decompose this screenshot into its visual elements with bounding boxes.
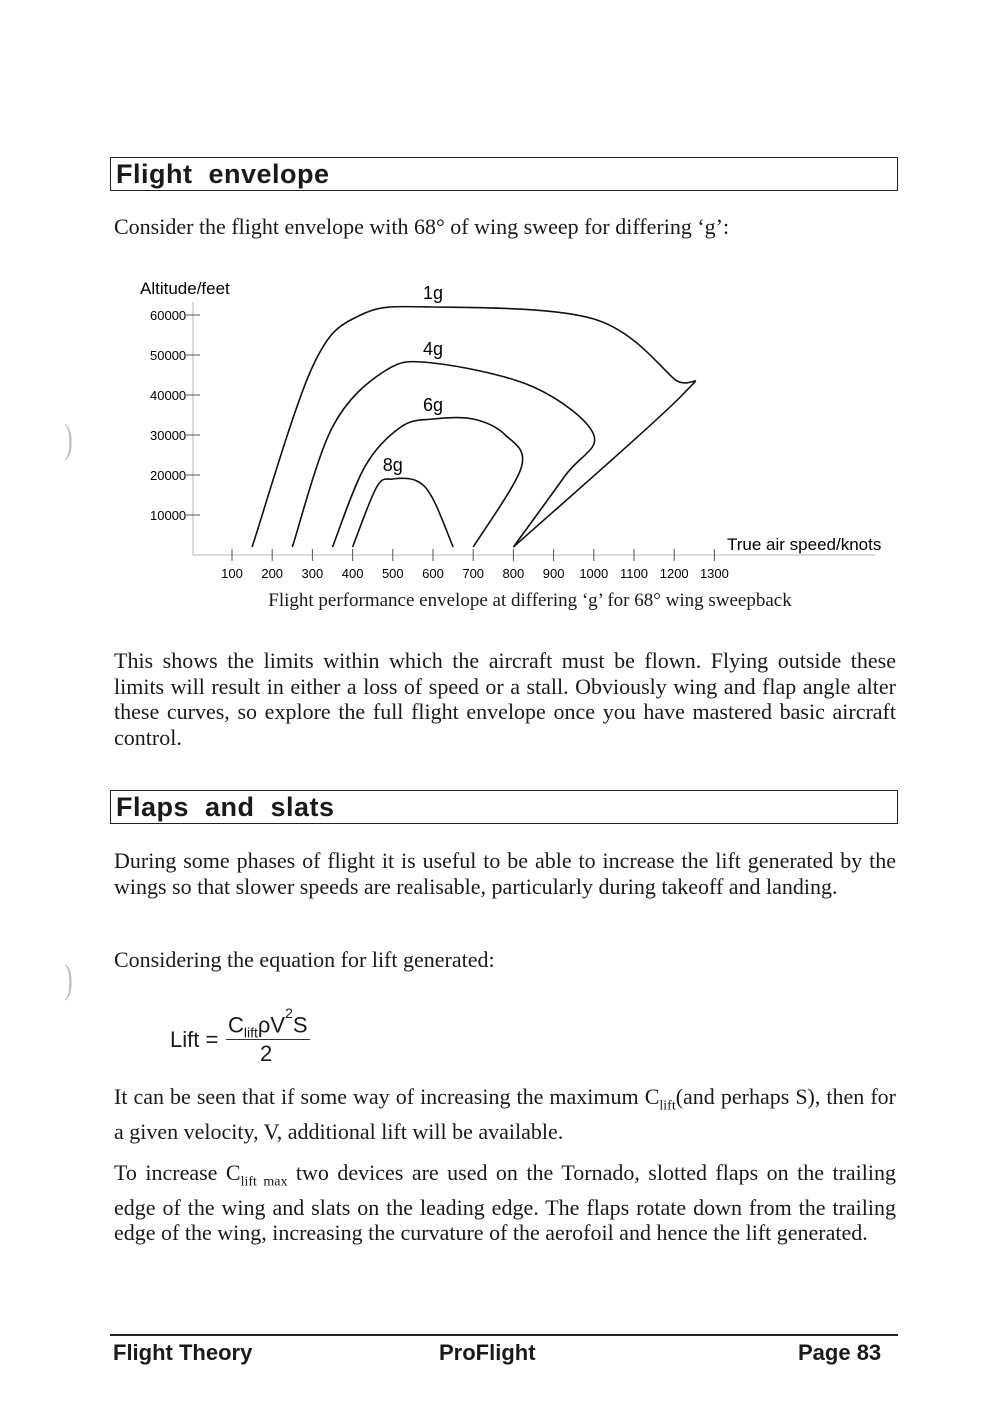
x-tick-label: 1000 <box>579 566 609 581</box>
curve-label-6g: 6g <box>423 395 444 415</box>
x-tick-label: 900 <box>542 566 565 581</box>
y-tick-label: 40000 <box>150 388 187 403</box>
margin-binding-mark-lower: ) <box>64 956 73 1001</box>
footer-right: Page 83 <box>798 1340 882 1365</box>
equation-c: C <box>228 1012 244 1038</box>
lift-equation <box>170 995 330 1065</box>
equation-exponent: 2 <box>285 1005 293 1021</box>
curve-label-1g: 1g <box>423 283 444 303</box>
y-tick-label: 60000 <box>150 308 187 323</box>
envelope-curve-1g <box>252 307 695 547</box>
footer-rule <box>110 1334 898 1336</box>
section-heading-flight-envelope: Flight envelope <box>110 157 898 191</box>
equation-rho-v: ρV <box>257 1012 286 1038</box>
flight-envelope-chart <box>0 270 1000 600</box>
y-tick-label: 50000 <box>150 348 187 363</box>
equation-denominator: 2 <box>260 1041 273 1066</box>
paragraph-tornado-text-a: To increase C <box>114 1160 241 1185</box>
paragraph-clift-sub: lift <box>659 1098 676 1114</box>
x-tick-label: 1300 <box>699 566 729 581</box>
footer-left: Flight Theory <box>113 1340 253 1365</box>
curve-label-4g: 4g <box>423 339 444 359</box>
curve-label-8g: 8g <box>382 455 403 475</box>
paragraph-clift-max <box>114 1084 896 1144</box>
y-tick-label: 30000 <box>150 428 187 443</box>
paragraph-tornado-text-b: two devices are used on the Tornado, slotted flaps on the trailing edge of the wing and slats on the leading edge. The flaps rotate down from the trailing edge of the wing, increasing the curvature of the aerofoil and hence the lift generated. <box>114 1160 896 1246</box>
equation-numerator <box>228 1005 308 1041</box>
chart-caption: Flight performance envelope at differing ‘g’ for 68° wing sweepback <box>268 590 792 611</box>
x-tick-label: 400 <box>341 566 364 581</box>
envelope-curve-4g <box>292 362 594 547</box>
y-tick-label: 10000 <box>150 508 187 523</box>
x-tick-label: 300 <box>301 566 324 581</box>
x-tick-label: 100 <box>221 566 243 581</box>
envelope-curve-6g <box>333 417 523 547</box>
equation-lhs: Lift = <box>170 1027 219 1052</box>
section-heading-flaps-and-slats: Flaps and slats <box>110 790 898 824</box>
x-axis-label: True air speed/knots <box>727 535 882 554</box>
paragraph-clift-text-a: It can be seen that if some way of increasing the maximum C <box>114 1084 660 1109</box>
x-tick-label: 700 <box>462 566 485 581</box>
equation-c-sub: lift <box>243 1024 258 1041</box>
x-tick-label: 800 <box>502 566 525 581</box>
paragraph-limits: This shows the limits within which the aircraft must be flown. Flying outside these limits will result in either a loss of speed or a stall. Obviously wing and flap angle alter these curves, so explore the full flight envelope once you have mastered basic aircraft control. <box>114 648 896 750</box>
x-tick-label: 500 <box>381 566 404 581</box>
x-tick-label: 600 <box>422 566 444 581</box>
fraction-bar <box>226 1039 310 1040</box>
paragraph-tornado-sub: lift max <box>240 1174 288 1190</box>
margin-binding-mark-upper: ) <box>64 416 73 461</box>
envelope-curve-8g <box>353 478 454 547</box>
y-axis-label: Altitude/feet <box>140 279 230 298</box>
paragraph-clift-text-b: (and perhaps S), then for a given velocity, V, additional lift will be available. <box>114 1084 896 1144</box>
y-tick-label: 20000 <box>150 468 187 483</box>
paragraph-equation-intro: Considering the equation for lift generated: <box>114 947 495 972</box>
x-tick-label: 200 <box>261 566 284 581</box>
intro-text: Consider the flight envelope with 68° of wing sweep for differing ‘g’: <box>114 214 730 239</box>
paragraph-tornado-devices <box>114 1160 896 1246</box>
equation-s: S <box>292 1012 308 1038</box>
footer-center: ProFlight <box>439 1340 536 1365</box>
paragraph-phases: During some phases of flight it is useful to be able to increase the lift generated by the wings so that slower speeds are realisable, particularly during takeoff and landing. <box>114 848 896 899</box>
x-tick-label: 1100 <box>620 566 648 581</box>
x-tick-label: 1200 <box>659 566 689 581</box>
